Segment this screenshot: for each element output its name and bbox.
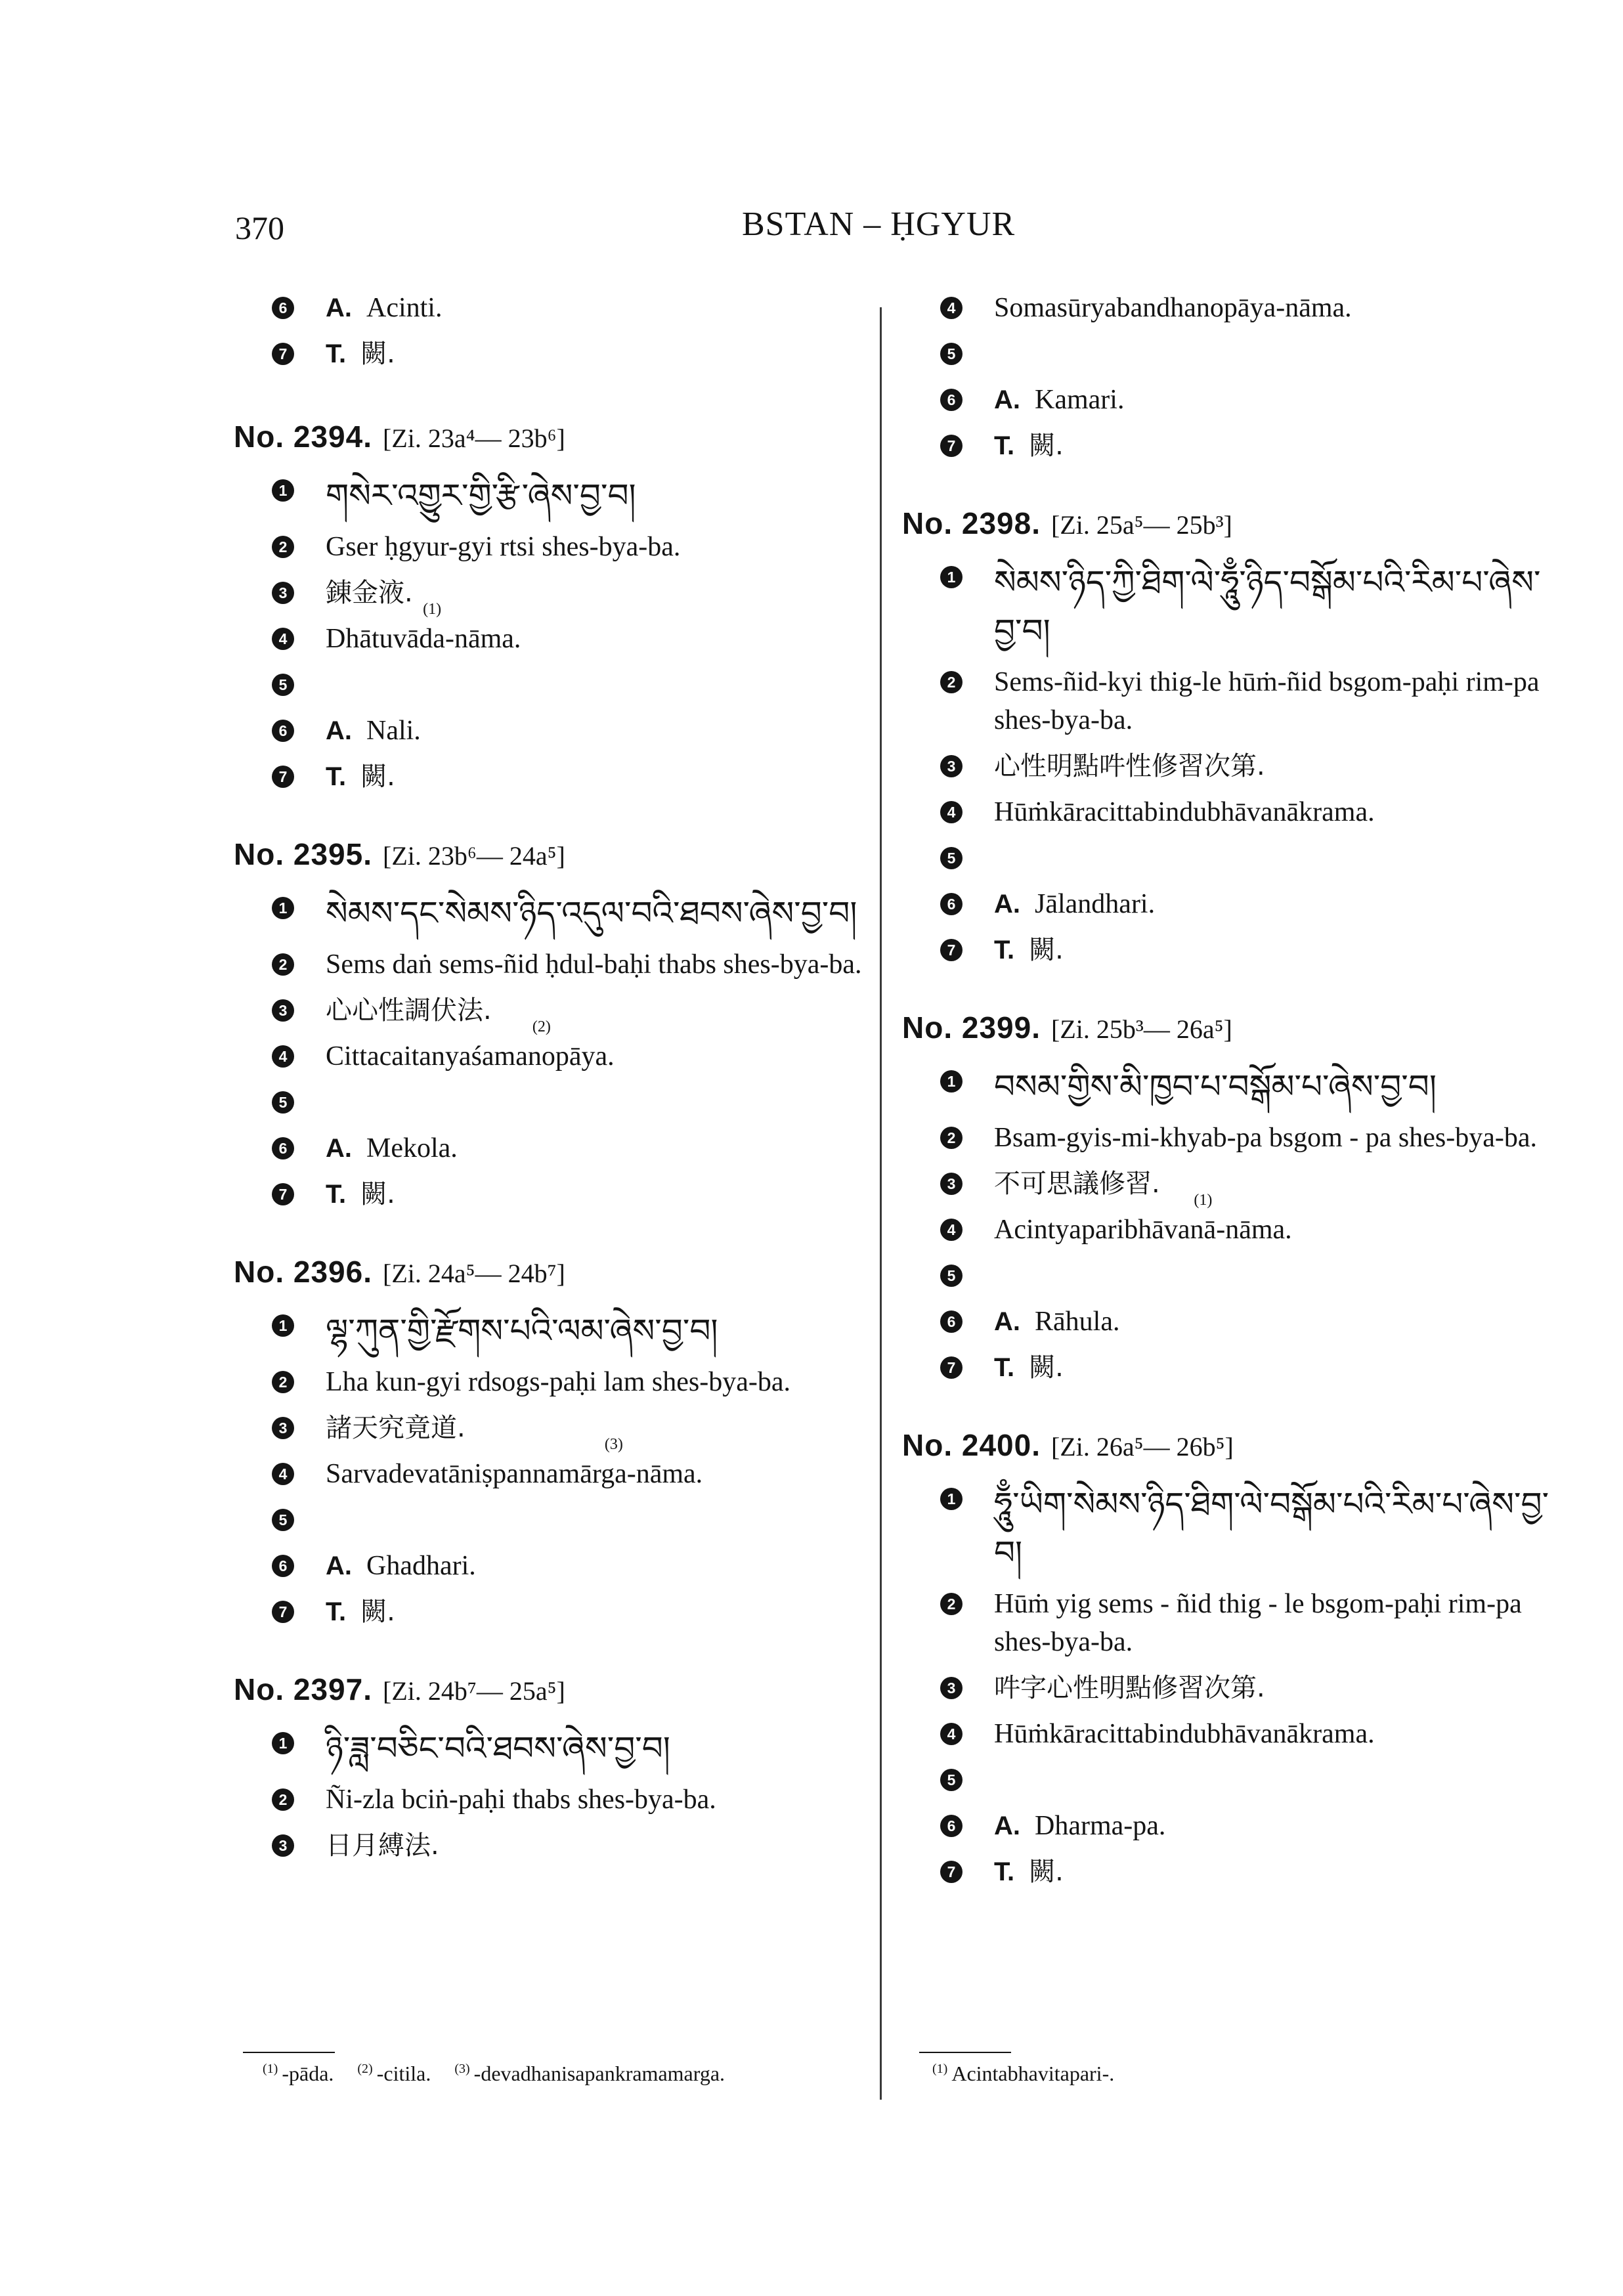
field-tibetan-title: 1 ཧཱུྃ་ཡིག་སེམས་ཉིད་ཐིག་ལེ་བསྒོམ་པའི་རིམ་པ་ཞེས་བྱ་བ།: [899, 1480, 1556, 1577]
field-transliteration: 2 Sems daṅ sems-ñid ḥdul-baḥi thabs shes-bya-ba.: [231, 945, 881, 984]
footnote-mark: (2): [532, 1018, 551, 1035]
field-empty: 5: [899, 1257, 1556, 1295]
footnote-mark: (1): [1194, 1192, 1213, 1209]
field-author: 6 A. Mekola.: [231, 1129, 881, 1167]
entry-heading: No. 2399. [Zi. 25b³— 26a⁵]: [902, 1010, 1232, 1045]
field-tibetan-title: 1 སེམས་དང་སེམས་ཉིད་འདུལ་བའི་ཐབས་ཞེས་བྱ་བ།: [231, 889, 881, 938]
field-empty: 5: [231, 1083, 881, 1121]
field-chinese-title: 3 錬金液.: [231, 574, 881, 612]
footnote: $^{(3)}$ -devadhanisapankramamarga.: [454, 2062, 725, 2085]
entry-2398: [899, 506, 1556, 969]
field-author: 6 A. Kamari.: [899, 381, 1556, 419]
footnote-mark: (1): [423, 601, 442, 618]
page-number: 370: [235, 209, 284, 246]
footnote: $^{(1)}$ Acintabhavitapari-.: [932, 2062, 1115, 2085]
footnote: $^{(2)}$ -citila.: [357, 2062, 431, 2085]
footnote-rule-left: [243, 2052, 335, 2053]
field-sanskrit-title: 4 Dhātuvāda (1) -nāma.: [231, 620, 881, 658]
entry-heading: No. 2400. [Zi. 26a⁵— 26b⁵]: [902, 1428, 1234, 1462]
left-column: [231, 289, 881, 1905]
field-author: 6 A. Ghadhari.: [231, 1547, 881, 1585]
entry-heading: No. 2394. [Zi. 23a⁴— 23b⁶]: [234, 420, 565, 454]
entry-2397: [231, 1672, 881, 1865]
field-tibetan-title: 1 ཉི་ཟླ་བཅིང་བའི་ཐབས་ཞེས་བྱ་བ།: [231, 1724, 881, 1773]
field-sanskrit-title: 4 Sarvadevatāniṣpannamārga (3) -nāma.: [231, 1455, 881, 1493]
field-translator: 7 T. 闕.: [899, 1349, 1556, 1387]
field-transliteration: 2 Hūṁ yig sems - ñid thig - le bsgom-paḥi rim-pa shes-bya-ba.: [899, 1585, 1556, 1661]
field-transliteration: 2 Lha kun-gyi rdsogs-paḥi lam shes-bya-ba.: [231, 1363, 881, 1401]
entry-heading: No. 2395. [Zi. 23b⁶— 24a⁵]: [234, 837, 565, 871]
field-chinese-title: 3 吽字心性明點修習次第.: [899, 1669, 1556, 1707]
field-translator: 7 T. 闕.: [231, 758, 881, 796]
field-tibetan-title: 1 གསེར་འགྱུར་གྱི་རྩི་ཞེས་བྱ་བ།: [231, 471, 881, 520]
footnote-mark: (3): [604, 1436, 623, 1453]
field-author: 6 A. Jālandhari.: [899, 885, 1556, 923]
field-transliteration: 2 Gser ḥgyur-gyi rtsi shes-bya-ba.: [231, 528, 881, 566]
field-author: 6 A. Nali.: [231, 712, 881, 750]
entry-2397-continued: [899, 289, 1556, 465]
entry-2395: [231, 836, 881, 1213]
field-transliteration: 2 Sems-ñid-kyi thig-le hūṁ-ñid bsgom-paḥi rim-pa shes-bya-ba.: [899, 663, 1556, 739]
field-chinese-title: 3 諸天究竟道.: [231, 1409, 881, 1447]
field-translator: 7 T. 闕.: [231, 335, 881, 373]
field-empty: 5: [899, 1761, 1556, 1799]
field-chinese-title: 3 心性明點吽性修習次第.: [899, 747, 1556, 785]
field-sanskrit-title: 4 Hūṁkāracittabindubhāvanākrama.: [899, 1715, 1556, 1753]
entry-heading: No. 2398. [Zi. 25a⁵— 25b³]: [902, 506, 1232, 540]
field-translator: 7 T. 闕.: [231, 1175, 881, 1213]
footnotes-right: [932, 2062, 1133, 2086]
right-column: [899, 289, 1556, 1932]
footnotes-left: [263, 2062, 743, 2086]
field-author: 6 A. Dharma-pa.: [899, 1807, 1556, 1845]
field-sanskrit-title: 4 Hūṁkāracittabindubhāvanākrama.: [899, 793, 1556, 831]
footnote: $^{(1)}$ -pāda.: [263, 2062, 334, 2085]
field-author: 6 A. Acinti.: [231, 289, 881, 327]
field-translator: 7 T. 闕.: [899, 931, 1556, 969]
field-transliteration: 2 Bsam-gyis-mi-khyab-pa bsgom - pa shes-bya-ba.: [899, 1119, 1556, 1157]
entry-2394: [231, 419, 881, 796]
running-head: BSTAN – ḤGYUR: [742, 206, 1016, 243]
field-empty: 5: [231, 666, 881, 704]
entry-continuation: [231, 289, 881, 373]
field-translator: 7 T. 闕.: [231, 1593, 881, 1631]
field-tibetan-title: 1 སེམས་ཉིད་ཀྱི་ཐིག་ལེ་ཧཱུྃ་ཉིད་བསྒོམ་པའི་རིམ་པ་ཞེས་བྱ་བ།: [899, 558, 1556, 655]
footnote-rule-right: [919, 2052, 1011, 2053]
field-translator: 7 T. 闕.: [899, 427, 1556, 465]
field-tibetan-title: 1 ལྷ་ཀུན་གྱི་རྫོགས་པའི་ལམ་ཞེས་བྱ་བ།: [231, 1307, 881, 1355]
field-chinese-title: 3 日月縛法.: [231, 1827, 881, 1865]
entry-2396: [231, 1254, 881, 1631]
field-translator: 7 T. 闕.: [899, 1853, 1556, 1891]
field-transliteration: 2 Ñi-zla bciṅ-paḥi thabs shes-bya-ba.: [231, 1781, 881, 1819]
field-sanskrit-title: 4 Cittacaitanyaśamano (2) pāya.: [231, 1037, 881, 1075]
entry-2399: [899, 1010, 1556, 1387]
field-author: 6 A. Rāhula.: [899, 1303, 1556, 1341]
field-chinese-title: 3 心心性調伏法.: [231, 991, 881, 1029]
field-empty: 5: [899, 335, 1556, 373]
entry-heading: No. 2397. [Zi. 24b⁷— 25a⁵]: [234, 1672, 565, 1706]
field-empty: 5: [231, 1501, 881, 1539]
entry-heading: No. 2396. [Zi. 24a⁵— 24b⁷]: [234, 1255, 565, 1289]
field-sanskrit-title: 4 Somasūryabandhanopāya-nāma.: [899, 289, 1556, 327]
field-tibetan-title: 1 བསམ་གྱིས་མི་ཁྱབ་པ་བསྒོམ་པ་ཞེས་བྱ་བ།: [899, 1062, 1556, 1111]
field-empty: 5: [899, 839, 1556, 877]
field-sanskrit-title: 4 Acintyaparibhāvanā (1) -nāma.: [899, 1211, 1556, 1249]
entry-2400: [899, 1427, 1556, 1891]
field-chinese-title: 3 不可思議修習.: [899, 1165, 1556, 1203]
